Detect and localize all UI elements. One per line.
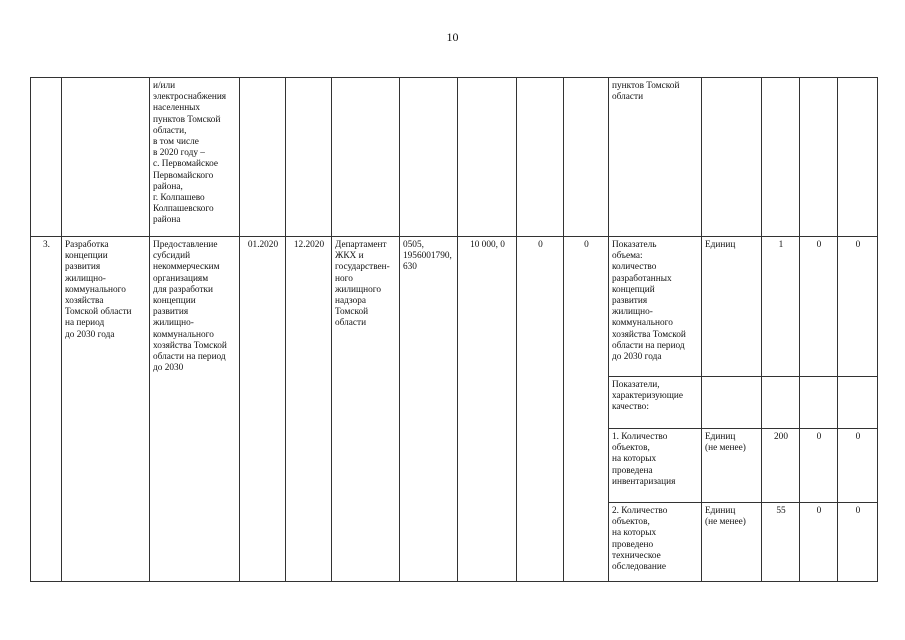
- cell-num: 3.: [31, 237, 62, 582]
- cell-v3: [838, 377, 878, 429]
- cell-v3: 0: [838, 429, 878, 503]
- cell-amount: [458, 78, 517, 237]
- table-row-3: [31, 237, 878, 377]
- cell-indicator: Показатели, характеризующие качество:: [609, 377, 702, 429]
- cell-code: 0505, 1956001790, 630: [400, 237, 458, 582]
- cell-start: 01.2020: [240, 237, 286, 582]
- cell-start: [240, 78, 286, 237]
- cell-v1: 200: [762, 429, 800, 503]
- cell-code: [400, 78, 458, 237]
- cell-executor: Департамент ЖКХ и государствен- ного жилищного надзора Томской области: [332, 237, 400, 582]
- cell-v1: [762, 377, 800, 429]
- cell-v1: 55: [762, 503, 800, 582]
- cell-v3: 0: [838, 503, 878, 582]
- cell-unit: [702, 78, 762, 237]
- cell-unit: Единиц: [702, 237, 762, 377]
- cell-indicator: пунктов Томской области: [609, 78, 702, 237]
- cell-name: Разработка концепции развития жилищно- коммунального хозяйства Томской области на период до 2030 года: [62, 237, 150, 582]
- page-number: 10: [446, 30, 459, 44]
- cell-name: [62, 78, 150, 237]
- cell-val-b: [564, 78, 609, 237]
- cell-activity: Предоставление субсидий некоммерческим организациям для разработки концепции развития жилищно- коммунального хозяйства Томской области на период до 2030: [150, 237, 240, 582]
- cell-amount: 10 000, 0: [458, 237, 517, 582]
- cell-v2: 0: [800, 429, 838, 503]
- cell-val-a: 0: [517, 237, 564, 582]
- cell-unit: Единиц (не менее): [702, 429, 762, 503]
- cell-end: 12.2020: [286, 237, 332, 582]
- cell-val-b: 0: [564, 237, 609, 582]
- cell-v1: 1: [762, 237, 800, 377]
- table-row-continuation: [31, 78, 878, 237]
- cell-end: [286, 78, 332, 237]
- cell-v1: [762, 78, 800, 237]
- cell-val-a: [517, 78, 564, 237]
- cell-unit: [702, 377, 762, 429]
- cell-v2: [800, 377, 838, 429]
- program-table: [30, 77, 878, 582]
- cell-v3: [838, 78, 878, 237]
- cell-v2: 0: [800, 237, 838, 377]
- cell-num: [31, 78, 62, 237]
- cell-indicator: 1. Количество объектов, на которых проведена инвентаризация: [609, 429, 702, 503]
- cell-v2: [800, 78, 838, 237]
- cell-v3: 0: [838, 237, 878, 377]
- cell-executor: [332, 78, 400, 237]
- cell-indicator: 2. Количество объектов, на которых проведено техническое обследование: [609, 503, 702, 582]
- cell-v2: 0: [800, 503, 838, 582]
- cell-activity: и/или электроснабжения населенных пунктов Томской области, в том числе в 2020 году – с. Первомайское Первомайского района, г. Колпашево Колпашевского района: [150, 78, 240, 237]
- cell-unit: Единиц (не менее): [702, 503, 762, 582]
- cell-indicator: Показатель объема: количество разработанных концепций развития жилищно- коммунального хозяйства Томской области на период до 2030 года: [609, 237, 702, 377]
